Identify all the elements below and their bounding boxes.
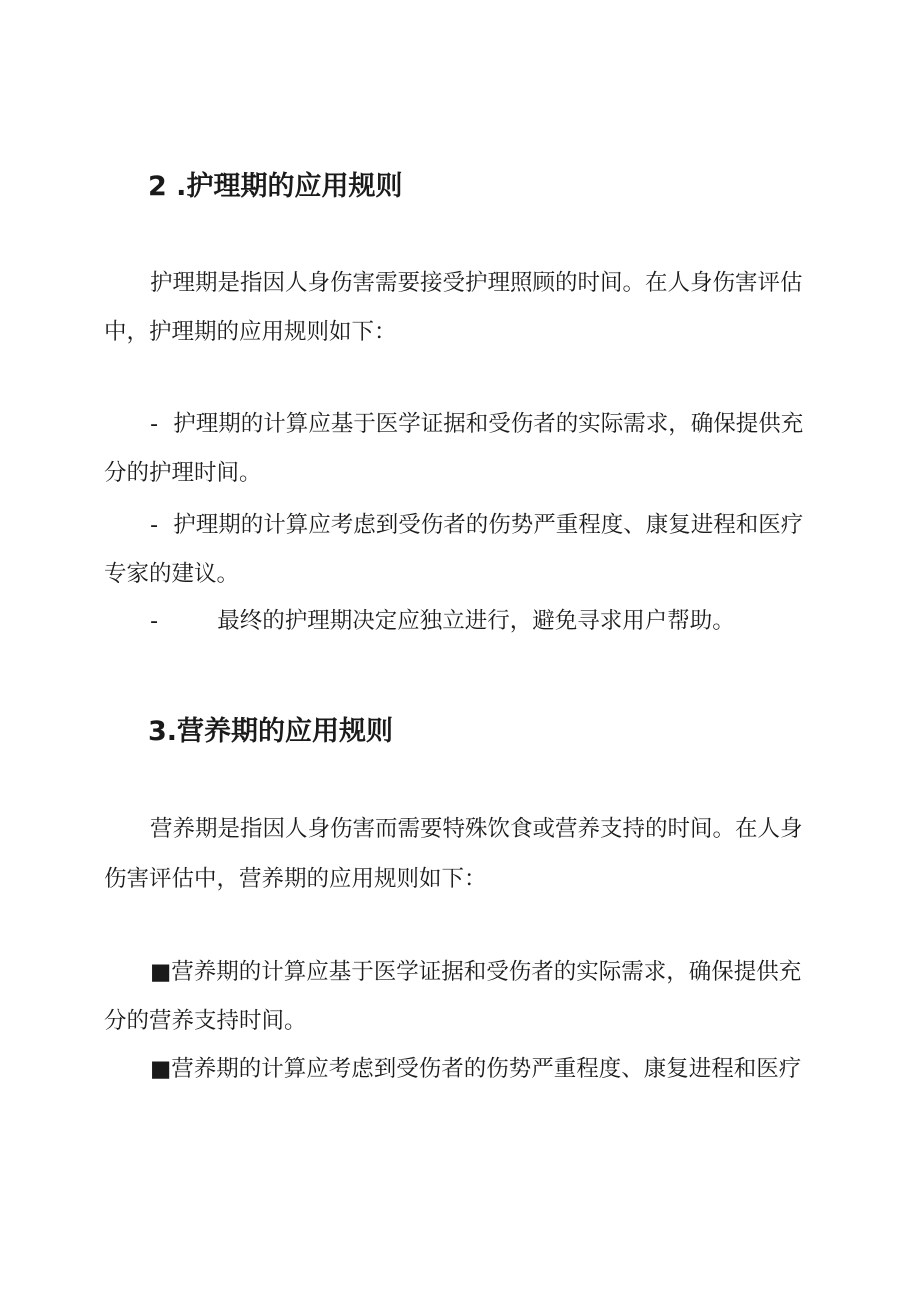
section-3-item-1-line-1: 营养期的计算应基于医学证据和受伤者的实际需求，确保提供充 xyxy=(171,959,802,985)
section-3-item-2-line-1: 营养期的计算应考虑到受伤者的伤势严重程度、康复进程和医疗 xyxy=(171,1056,802,1082)
section-3-intro-line-1: 营养期是指因人身伤害而需要特殊饮食或营养支持的时间。在人身 xyxy=(150,816,803,842)
list-dash-marker: - xyxy=(150,512,159,538)
section-3-item-1-line-2: 分的营养支持时间。 xyxy=(104,1008,307,1034)
section-2-item-2 xyxy=(150,510,803,540)
section-2-item-1-line-1: 护理期的计算应基于医学证据和受伤者的实际需求，确保提供充 xyxy=(173,411,804,437)
section-2-item-1 xyxy=(150,409,803,439)
list-square-marker: ■ xyxy=(150,959,172,985)
list-dash-marker: - xyxy=(150,608,159,634)
list-square-marker: ■ xyxy=(150,1056,172,1082)
section-2-item-1-line-2: 分的护理时间。 xyxy=(104,460,262,486)
section-2-item-3 xyxy=(150,606,735,636)
section-3-heading: 3.营养期的应用规则 xyxy=(148,716,394,747)
section-2-intro-line-2: 中，护理期的应用规则如下： xyxy=(104,319,397,345)
section-3-item-1 xyxy=(150,957,801,987)
section-3-intro-line-2: 伤害评估中，营养期的应用规则如下： xyxy=(104,866,487,892)
section-2-item-2-line-2: 专家的建议。 xyxy=(104,561,240,587)
section-2-item-2-line-1: 护理期的计算应考虑到受伤者的伤势严重程度、康复进程和医疗 xyxy=(173,512,804,538)
section-2-intro-line-1: 护理期是指因人身伤害需要接受护理照顾的时间。在人身伤害评估 xyxy=(150,270,803,296)
section-2-heading: 2 .护理期的应用规则 xyxy=(148,171,403,202)
section-2-item-3-line-1: 最终的护理期决定应独立进行，避免寻求用户帮助。 xyxy=(217,608,735,634)
list-dash-marker: - xyxy=(150,411,159,437)
section-3-item-2 xyxy=(150,1054,801,1084)
